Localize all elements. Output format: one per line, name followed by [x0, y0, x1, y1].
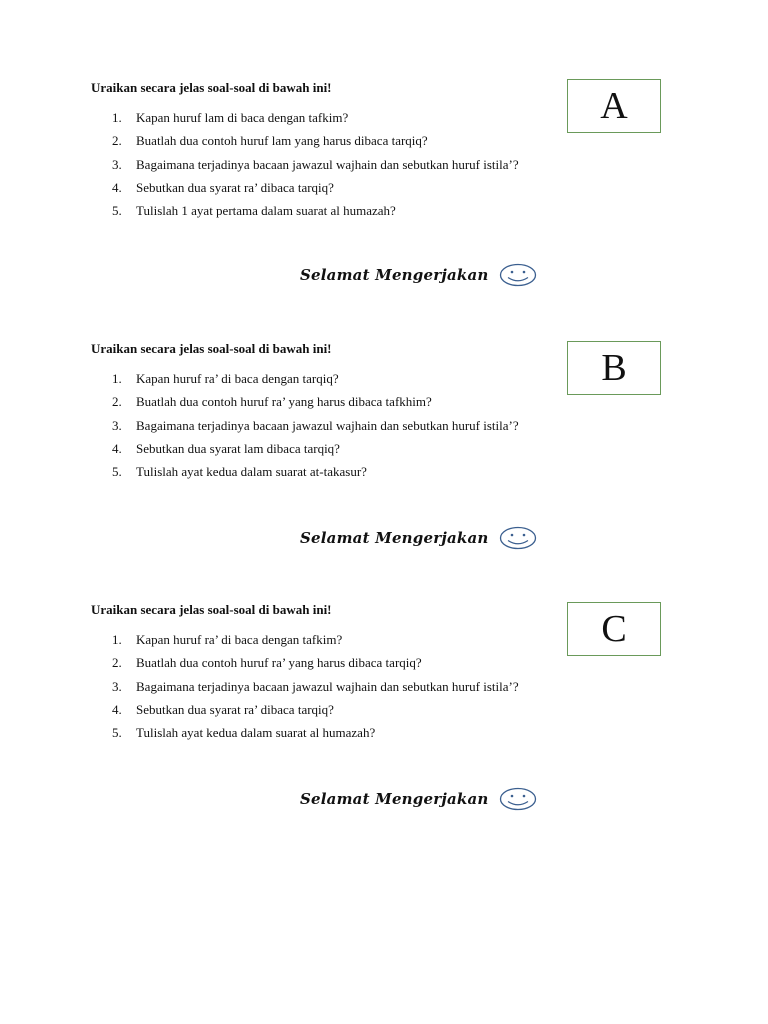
question-text: Sebutkan dua syarat ra’ dibaca tarqiq?	[136, 701, 334, 717]
section-heading: Uraikan secara jelas soal-soal di bawah ini!	[91, 341, 332, 356]
question-text: Buatlah dua contoh huruf ra’ yang harus dibaca tarqiq?	[136, 655, 422, 671]
section-c	[0, 602, 768, 864]
question-text: Buatlah dua contoh huruf ra’ yang harus dibaca tafkhim?	[136, 394, 432, 410]
question-number: 5.	[112, 203, 122, 219]
section-b	[0, 341, 768, 603]
section-a	[0, 80, 768, 342]
question-number: 2.	[112, 394, 122, 410]
question-text: Bagaimana terjadinya bacaan jawazul wajhain dan sebutkan huruf istila’?	[136, 156, 519, 172]
question-number: 5.	[112, 464, 122, 480]
question-number: 4.	[112, 179, 122, 195]
question-text: Kapan huruf ra’ di baca dengan tafkim?	[136, 632, 343, 647]
question-text: Kapan huruf lam di baca dengan tafkim?	[136, 110, 349, 125]
question-text: Kapan huruf ra’ di baca dengan tarqiq?	[136, 371, 339, 386]
smiley-face-icon	[499, 263, 537, 287]
question-text: Bagaimana terjadinya bacaan jawazul wajhain dan sebutkan huruf istila’?	[136, 417, 519, 433]
question-number: 4.	[112, 440, 122, 456]
closing-text: Selamat Mengerjakan	[300, 790, 489, 808]
section-heading: Uraikan secara jelas soal-soal di bawah ini!	[91, 80, 332, 95]
question-text: Tulislah 1 ayat pertama dalam suarat al humazah?	[136, 203, 396, 219]
question-number: 3.	[112, 417, 122, 433]
section-label-box: C	[567, 602, 661, 656]
closing-line	[300, 263, 537, 287]
question-text: Buatlah dua contoh huruf lam yang harus dibaca tarqiq?	[136, 133, 428, 149]
question-number: 4.	[112, 701, 122, 717]
closing-text: Selamat Mengerjakan	[300, 266, 489, 284]
question-number: 1.	[112, 632, 122, 647]
question-number: 2.	[112, 133, 122, 149]
question-number: 2.	[112, 655, 122, 671]
closing-text: Selamat Mengerjakan	[300, 529, 489, 547]
smiley-face-icon	[499, 787, 537, 811]
question-number: 3.	[112, 156, 122, 172]
closing-line	[300, 787, 537, 811]
smiley-face-icon	[499, 526, 537, 550]
question-text: Sebutkan dua syarat lam dibaca tarqiq?	[136, 440, 340, 456]
question-number: 3.	[112, 678, 122, 694]
section-label-box: B	[567, 341, 661, 395]
question-number: 1.	[112, 110, 122, 125]
question-text: Bagaimana terjadinya bacaan jawazul wajhain dan sebutkan huruf istila’?	[136, 678, 519, 694]
closing-line	[300, 526, 537, 550]
question-text: Tulislah ayat kedua dalam suarat at-takasur?	[136, 464, 367, 480]
question-number: 5.	[112, 725, 122, 741]
question-text: Tulislah ayat kedua dalam suarat al humazah?	[136, 725, 376, 741]
section-label-box: A	[567, 79, 661, 133]
section-heading: Uraikan secara jelas soal-soal di bawah ini!	[91, 602, 332, 617]
question-number: 1.	[112, 371, 122, 386]
question-text: Sebutkan dua syarat ra’ dibaca tarqiq?	[136, 179, 334, 195]
